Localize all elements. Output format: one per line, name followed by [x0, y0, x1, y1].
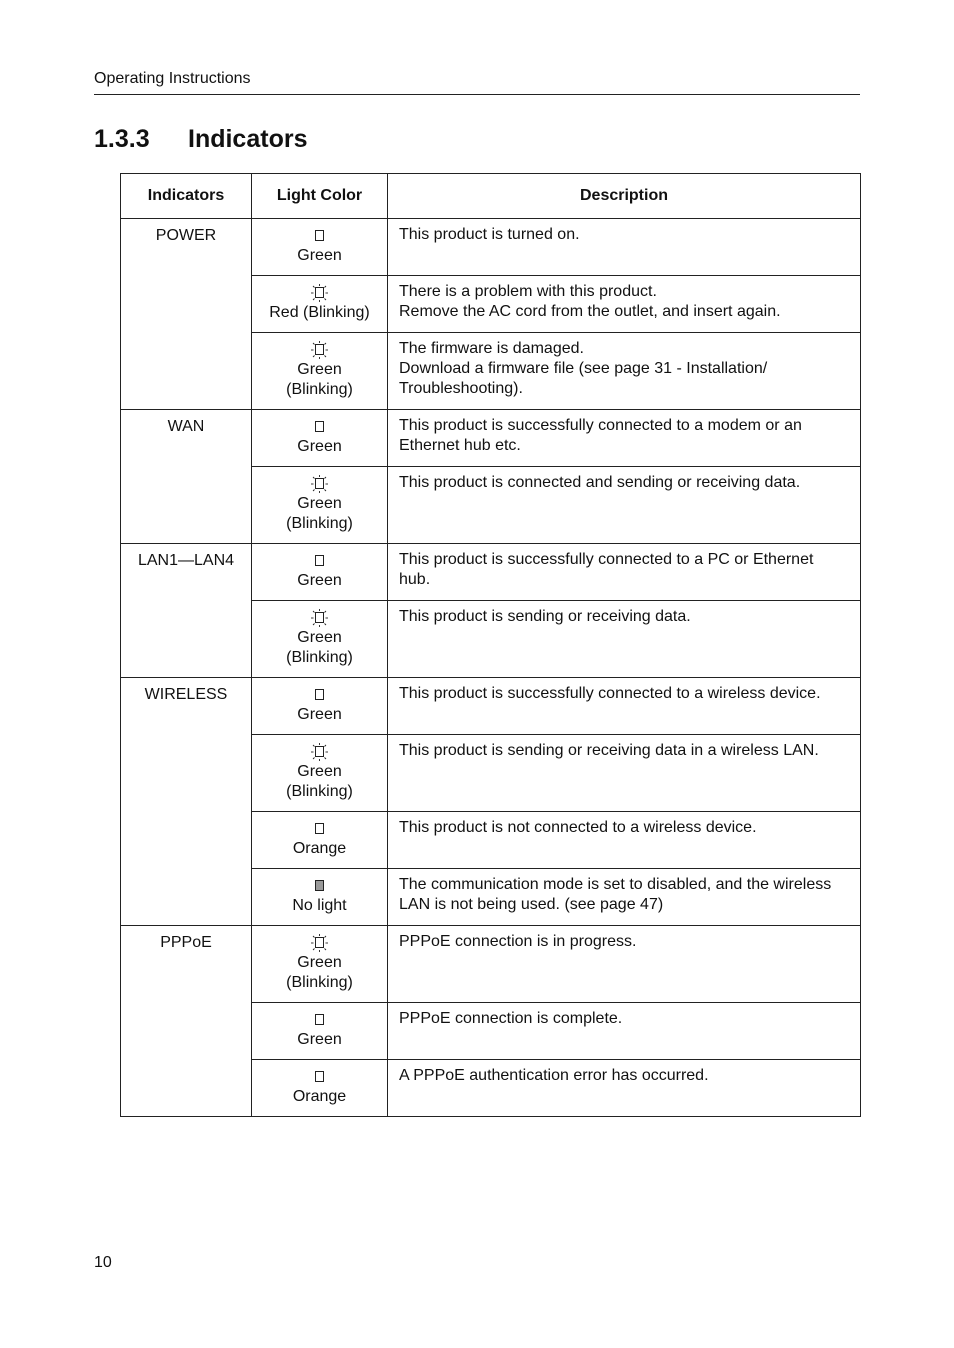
- column-header-indicators: Indicators: [121, 174, 252, 219]
- light-color-cell: [252, 1060, 388, 1117]
- light-color-label: (Blinking): [286, 381, 353, 398]
- description-cell: [388, 735, 861, 812]
- page-number: 10: [94, 1254, 112, 1271]
- light-color-label: Red (Blinking): [269, 304, 370, 321]
- led-on-icon: [252, 685, 387, 705]
- led-on-icon: [252, 551, 387, 571]
- led-lamp-icon: [315, 880, 324, 891]
- description-cell: [388, 410, 861, 467]
- running-header: Operating Instructions: [94, 69, 860, 95]
- light-color-cell: [252, 544, 388, 601]
- description-cell: [388, 812, 861, 869]
- light-color-cell: [252, 601, 388, 678]
- light-color-cell: [252, 276, 388, 333]
- description-cell: [388, 219, 861, 276]
- light-color-cell: [252, 410, 388, 467]
- led-lamp-icon: [315, 421, 324, 432]
- light-color-label: Green: [297, 706, 342, 723]
- description-cell: [388, 333, 861, 410]
- indicator-name: PPPoE: [121, 926, 252, 1117]
- led-blinking-icon: [252, 933, 387, 953]
- led-on-icon: [252, 226, 387, 246]
- indicator-name: POWER: [121, 219, 252, 410]
- description-text: LAN is not being used. (see page 47): [399, 896, 664, 913]
- light-color-cell: [252, 869, 388, 926]
- led-lamp-icon: [315, 478, 324, 489]
- indicator-name: WIRELESS: [121, 678, 252, 926]
- description-text: A PPPoE authentication error has occurred.: [399, 1067, 709, 1084]
- description-cell: [388, 467, 861, 544]
- led-lamp-icon: [315, 344, 324, 355]
- description-cell: [388, 276, 861, 333]
- light-color-label: Green: [297, 247, 342, 264]
- table-row: [121, 926, 861, 1003]
- light-color-cell: [252, 678, 388, 735]
- light-color-cell: [252, 812, 388, 869]
- led-on-icon: [252, 417, 387, 437]
- light-color-label: Green: [297, 572, 342, 589]
- light-color-label: (Blinking): [286, 974, 353, 991]
- description-text: PPPoE connection is complete.: [399, 1010, 623, 1027]
- light-color-cell: [252, 926, 388, 1003]
- led-blinking-icon: [252, 608, 387, 628]
- led-lamp-icon: [315, 823, 324, 834]
- led-off-icon: [252, 876, 387, 896]
- description-text: PPPoE connection is in progress.: [399, 933, 637, 950]
- description-text: Remove the AC cord from the outlet, and insert again.: [399, 303, 781, 320]
- table-header-row: [121, 174, 861, 219]
- light-color-label: (Blinking): [286, 649, 353, 666]
- light-color-label: Orange: [292, 840, 347, 857]
- table-row: [121, 544, 861, 601]
- light-color-label: Green: [297, 495, 342, 512]
- led-lamp-icon: [315, 689, 324, 700]
- light-color-cell: [252, 735, 388, 812]
- led-lamp-icon: [315, 1071, 324, 1082]
- led-on-icon: [252, 1067, 387, 1087]
- description-text: This product is successfully connected to a PC or Ethernet: [399, 551, 814, 568]
- description-cell: [388, 1060, 861, 1117]
- light-color-cell: [252, 467, 388, 544]
- led-blinking-icon: [252, 742, 387, 762]
- led-lamp-icon: [315, 612, 324, 623]
- description-text: Download a firmware file (see page 31 - Installation/: [399, 360, 768, 377]
- light-color-label: (Blinking): [286, 515, 353, 532]
- description-text: This product is connected and sending or receiving data.: [399, 474, 801, 491]
- table-row: [121, 219, 861, 276]
- light-color-label: Orange: [292, 1088, 347, 1105]
- indicator-name: WAN: [121, 410, 252, 544]
- light-color-label: Green: [297, 954, 342, 971]
- description-text: The communication mode is set to disabled, and the wireless: [399, 876, 832, 893]
- light-color-label: Green: [297, 438, 342, 455]
- led-on-icon: [252, 1010, 387, 1030]
- description-text: This product is successfully connected to a modem or an: [399, 417, 802, 434]
- section-title: Indicators: [188, 125, 308, 153]
- description-cell: [388, 926, 861, 1003]
- light-color-label: Green: [297, 1031, 342, 1048]
- description-text: This product is sending or receiving data.: [399, 608, 691, 625]
- led-lamp-icon: [315, 746, 324, 757]
- description-cell: [388, 678, 861, 735]
- led-blinking-icon: [252, 474, 387, 494]
- description-text: The firmware is damaged.: [399, 340, 584, 357]
- light-color-label: Green: [297, 629, 342, 646]
- description-text: This product is successfully connected to a wireless device.: [399, 685, 821, 702]
- led-on-icon: [252, 819, 387, 839]
- table-row: [121, 678, 861, 735]
- description-text: This product is turned on.: [399, 226, 580, 243]
- description-cell: [388, 544, 861, 601]
- light-color-cell: [252, 1003, 388, 1060]
- led-lamp-icon: [315, 555, 324, 566]
- led-lamp-icon: [315, 1014, 324, 1025]
- description-text: hub.: [399, 571, 431, 588]
- led-blinking-icon: [252, 283, 387, 303]
- light-color-label: No light: [292, 897, 347, 914]
- description-text: There is a problem with this product.: [399, 283, 657, 300]
- light-color-cell: [252, 219, 388, 276]
- indicator-table-body: [121, 219, 861, 1117]
- description-text: Ethernet hub etc.: [399, 437, 521, 454]
- indicators-table: [120, 173, 861, 1117]
- column-header-description: Description: [388, 174, 861, 219]
- description-cell: [388, 1003, 861, 1060]
- light-color-cell: [252, 333, 388, 410]
- table-row: [121, 410, 861, 467]
- description-text: This product is sending or receiving data in a wireless LAN.: [399, 742, 819, 759]
- light-color-label: (Blinking): [286, 783, 353, 800]
- light-color-label: Green: [297, 763, 342, 780]
- section-heading: [94, 123, 307, 155]
- description-text: This product is not connected to a wireless device.: [399, 819, 757, 836]
- description-text: Troubleshooting).: [399, 380, 523, 397]
- led-lamp-icon: [315, 230, 324, 241]
- description-cell: [388, 601, 861, 678]
- led-lamp-icon: [315, 287, 324, 298]
- description-cell: [388, 869, 861, 926]
- light-color-label: Green: [297, 361, 342, 378]
- led-blinking-icon: [252, 340, 387, 360]
- column-header-light-color: Light Color: [252, 174, 388, 219]
- led-lamp-icon: [315, 937, 324, 948]
- section-number: 1.3.3: [94, 125, 150, 153]
- indicator-name: LAN1—LAN4: [121, 544, 252, 678]
